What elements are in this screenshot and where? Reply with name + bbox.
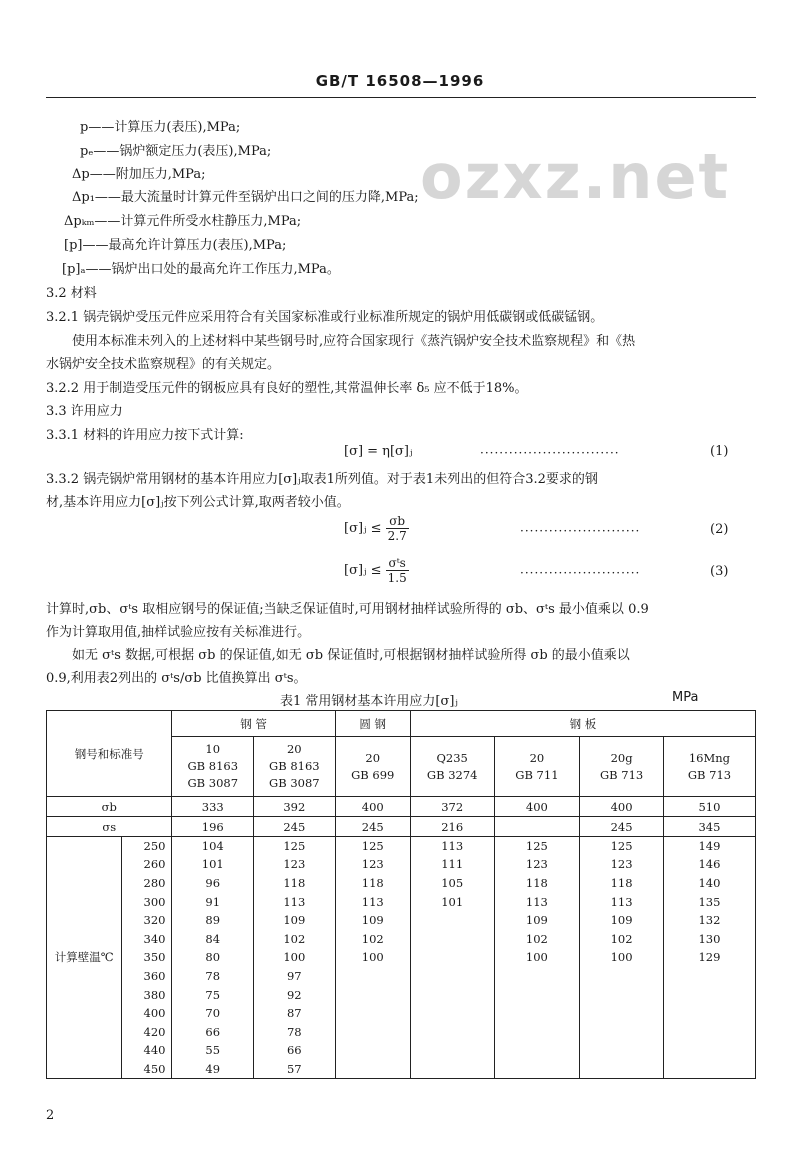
stress-cell: 100 [335,948,410,967]
table-row [47,1022,756,1041]
stress-cell: 146 [663,855,755,874]
stress-cell: 129 [663,948,755,967]
column-header [172,737,254,797]
stress-cell: 102 [335,929,410,948]
column-header [410,737,494,797]
table-row [47,837,756,856]
temperature-label: 计算壁温℃ [47,837,122,1079]
temperature-cell: 340 [122,929,172,948]
stress-cell [410,929,494,948]
paragraph: 材,基本许用应力[σ]ⱼ按下列公式计算,取两者较小值。 [46,495,350,510]
numerator: σb [386,514,409,529]
stress-cell: 109 [254,911,336,930]
stress-cell: 113 [254,892,336,911]
group-pipe: 钢 管 [172,711,335,737]
stress-cell [494,985,580,1004]
stress-cell: 105 [410,874,494,893]
stress-cell: 109 [494,911,580,930]
column-header [254,737,336,797]
stress-cell: 84 [172,929,254,948]
stress-cell [410,985,494,1004]
temperature-cell: 400 [122,1004,172,1023]
column-header-line: GB 713 [687,767,732,782]
stress-cell [335,1041,410,1060]
stress-cell: 109 [335,911,410,930]
stress-cell [410,967,494,986]
equation-leader: ························· [520,524,641,538]
section-heading: 3.3 许用应力 [46,404,123,419]
stress-cell: 140 [663,874,755,893]
temperature-cell: 440 [122,1041,172,1060]
table-row [47,1004,756,1023]
stress-cell: 113 [335,892,410,911]
sigma-b-label: σb [47,797,172,817]
sigma-s-cell: 245 [254,817,336,837]
symbol-line: [p]——最高允许计算压力(表压),MPa; [64,238,287,253]
stress-cell: 113 [580,892,664,911]
equation-2 [344,514,409,543]
column-header [494,737,580,797]
sigma-s-cell: 245 [335,817,410,837]
symbol-line: p——计算压力(表压),MPa; [80,120,241,135]
stress-cell [580,985,664,1004]
group-plate: 钢 板 [410,711,755,737]
column-header-line: 20 [529,750,545,765]
column-header-line: GB 699 [351,767,395,782]
symbol-line: pₑ——锅炉额定压力(表压),MPa; [80,144,272,159]
stress-cell: 149 [663,837,755,856]
stress-cell [335,1004,410,1023]
stress-cell [580,1022,664,1041]
paragraph: 3.3.1 材料的许用应力按下式计算: [46,428,244,443]
column-header-line: 16Mng [688,750,731,765]
stress-cell: 135 [663,892,755,911]
section-heading: 3.2 材料 [46,286,97,301]
temperature-cell: 380 [122,985,172,1004]
stress-cell: 125 [254,837,336,856]
stress-cell: 92 [254,985,336,1004]
column-header-line: GB 3087 [269,776,320,790]
column-header-line: GB 711 [515,767,559,782]
stress-cell [494,1041,580,1060]
equation-leader: ························· [520,566,641,580]
stress-cell: 102 [254,929,336,948]
temperature-cell: 260 [122,855,172,874]
stress-cell: 102 [580,929,664,948]
stress-cell: 66 [254,1041,336,1060]
column-header-line: 20 [365,750,381,765]
fraction [386,514,409,543]
paragraph: 作为计算取用值,抽样试验应按有关标准进行。 [46,625,311,640]
equation-lhs: [σ]ⱼ ≤ [344,521,382,536]
stress-cell [335,985,410,1004]
stress-cell: 100 [254,948,336,967]
stress-cell [663,985,755,1004]
stress-cell [580,1060,664,1079]
stress-cell: 78 [254,1022,336,1041]
paragraph: 3.3.2 锅壳锅炉常用钢材的基本许用应力[σ]ⱼ取表1所列值。对于表1未列出的但符合3.2要求的钢 [46,472,598,487]
stress-cell: 89 [172,911,254,930]
stress-cell [410,1041,494,1060]
stress-cell: 100 [494,948,580,967]
stress-cell [663,1041,755,1060]
equation-number: (2) [710,522,729,537]
stress-cell: 102 [494,929,580,948]
stress-cell: 97 [254,967,336,986]
symbol-line: Δp——附加压力,MPa; [72,167,206,182]
sigma-s-cell: 196 [172,817,254,837]
column-header-line: GB 3274 [426,767,478,782]
equation-3 [344,556,409,585]
paragraph: 3.2.2 用于制造受压元件的钢板应具有良好的塑性,其常温伸长率 δ₅ 应不低于18%。 [46,381,528,396]
row-header: 钢号和标准号 [47,711,172,797]
table-unit: MPa [672,690,699,705]
table-row [47,985,756,1004]
stress-cell: 123 [254,855,336,874]
stress-cell: 125 [335,837,410,856]
stress-cell: 118 [494,874,580,893]
column-header [580,737,664,797]
stress-cell [663,967,755,986]
column-header [663,737,755,797]
stress-cell [580,967,664,986]
column-header-line: 20g [610,750,633,765]
stress-cell: 111 [410,855,494,874]
stress-cell: 118 [254,874,336,893]
stress-cell: 109 [580,911,664,930]
temperature-cell: 350 [122,948,172,967]
temperature-cell: 450 [122,1060,172,1079]
stress-cell: 123 [335,855,410,874]
temperature-cell: 300 [122,892,172,911]
sigma-b-cell: 510 [663,797,755,817]
stress-cell: 125 [580,837,664,856]
sigma-s-cell: 345 [663,817,755,837]
numerator: σᵗs [386,556,409,571]
temperature-cell: 360 [122,967,172,986]
sigma-b-cell: 333 [172,797,254,817]
header-rule [46,97,756,98]
sigma-b-cell: 400 [580,797,664,817]
table-row [47,929,756,948]
allowable-stress-table [46,710,756,1079]
stress-cell: 78 [172,967,254,986]
stress-cell [663,1060,755,1079]
stress-cell [410,1004,494,1023]
stress-cell [335,1060,410,1079]
table-row [47,967,756,986]
column-header [335,737,410,797]
stress-cell: 118 [335,874,410,893]
sigma-s-label: σs [47,817,172,837]
table-row [47,911,756,930]
stress-cell: 113 [494,892,580,911]
stress-cell: 130 [663,929,755,948]
table-row [47,1060,756,1079]
table-row [47,948,756,967]
stress-cell: 75 [172,985,254,1004]
stress-cell [494,1022,580,1041]
stress-cell [410,1022,494,1041]
stress-cell [494,1004,580,1023]
column-header-line: GB 8163 [269,759,320,773]
table-caption: 表1 常用钢材基本许用应力[σ]ⱼ [280,694,458,709]
symbol-line: Δp₁——最大流量时计算元件至锅炉出口之间的压力降,MPa; [72,190,419,205]
group-round: 圆 钢 [335,711,410,737]
stress-cell: 49 [172,1060,254,1079]
symbol-line: Δpₖₘ——计算元件所受水柱静压力,MPa; [64,214,302,229]
stress-cell: 91 [172,892,254,911]
stress-cell: 80 [172,948,254,967]
stress-cell: 96 [172,874,254,893]
stress-cell: 70 [172,1004,254,1023]
stress-cell [335,967,410,986]
equation-1: [σ] = η[σ]ⱼ [344,444,413,459]
stress-cell [580,1041,664,1060]
paragraph: 计算时,σb、σᵗs 取相应钢号的保证值;当缺乏保证值时,可用钢材抽样试验所得的 σb、σᵗs 最小值乘以 0.9 [46,602,649,617]
stress-cell [335,1022,410,1041]
stress-cell [663,1022,755,1041]
stress-cell [410,948,494,967]
stress-cell: 104 [172,837,254,856]
table-row [47,1041,756,1060]
stress-cell: 66 [172,1022,254,1041]
sigma-b-cell: 400 [494,797,580,817]
stress-cell: 101 [410,892,494,911]
column-header-line: Q235 [436,750,468,765]
stress-cell [663,1004,755,1023]
stress-cell: 125 [494,837,580,856]
paragraph: 0.9,利用表2列出的 σᵗs/σb 比值换算出 σᵗs。 [46,671,307,686]
table-row [47,855,756,874]
stress-cell: 87 [254,1004,336,1023]
paragraph: 如无 σᵗs 数据,可根据 σb 的保证值,如无 σb 保证值时,可根据钢材抽样试验所得 σb 的最小值乘以 [72,648,630,663]
fraction [386,556,409,585]
stress-cell [494,1060,580,1079]
stress-cell [410,1060,494,1079]
table-row [47,874,756,893]
column-header-line: GB 713 [599,767,644,782]
equation-number: (3) [710,564,729,579]
watermark: ozxz.net [420,140,731,213]
sigma-b-cell: 400 [335,797,410,817]
stress-cell [410,911,494,930]
paragraph: 3.2.1 锅壳锅炉受压元件应采用符合有关国家标准或行业标准所规定的锅炉用低碳钢或低碳锰钢。 [46,310,604,325]
equation-lhs: [σ]ⱼ ≤ [344,563,382,578]
equation-leader: ····························· [480,446,620,460]
temperature-cell: 280 [122,874,172,893]
stress-cell: 101 [172,855,254,874]
sigma-s-cell: 245 [580,817,664,837]
table-row [47,892,756,911]
temperature-cell: 420 [122,1022,172,1041]
document-header: GB/T 16508—1996 [315,72,485,90]
column-header-line: GB 8163 [187,759,239,773]
page-number: 2 [46,1108,55,1123]
stress-cell: 123 [580,855,664,874]
stress-cell: 55 [172,1041,254,1060]
temperature-cell: 320 [122,911,172,930]
stress-cell: 118 [580,874,664,893]
stress-cell: 123 [494,855,580,874]
sigma-s-cell [494,817,580,837]
sigma-b-cell: 372 [410,797,494,817]
column-header-line: GB 3087 [187,776,239,790]
stress-cell [580,1004,664,1023]
paragraph: 使用本标准未列入的上述材料中某些钢号时,应符合国家现行《蒸汽锅炉安全技术监察规程》和《热 [72,334,636,349]
stress-cell [494,967,580,986]
paragraph: 水锅炉安全技术监察规程》的有关规定。 [46,357,281,372]
equation-number: (1) [710,444,729,459]
temperature-cell: 250 [122,837,172,856]
stress-cell: 57 [254,1060,336,1079]
column-header-line: 10 [205,742,221,756]
stress-cell: 132 [663,911,755,930]
symbol-line: [p]ₐ——锅炉出口处的最高允许工作压力,MPa。 [62,262,340,277]
stress-cell: 100 [580,948,664,967]
denominator: 2.7 [387,529,407,543]
sigma-b-cell: 392 [254,797,336,817]
column-header-line: 20 [286,742,302,756]
stress-cell: 113 [410,837,494,856]
sigma-s-cell: 216 [410,817,494,837]
denominator: 1.5 [387,571,407,585]
